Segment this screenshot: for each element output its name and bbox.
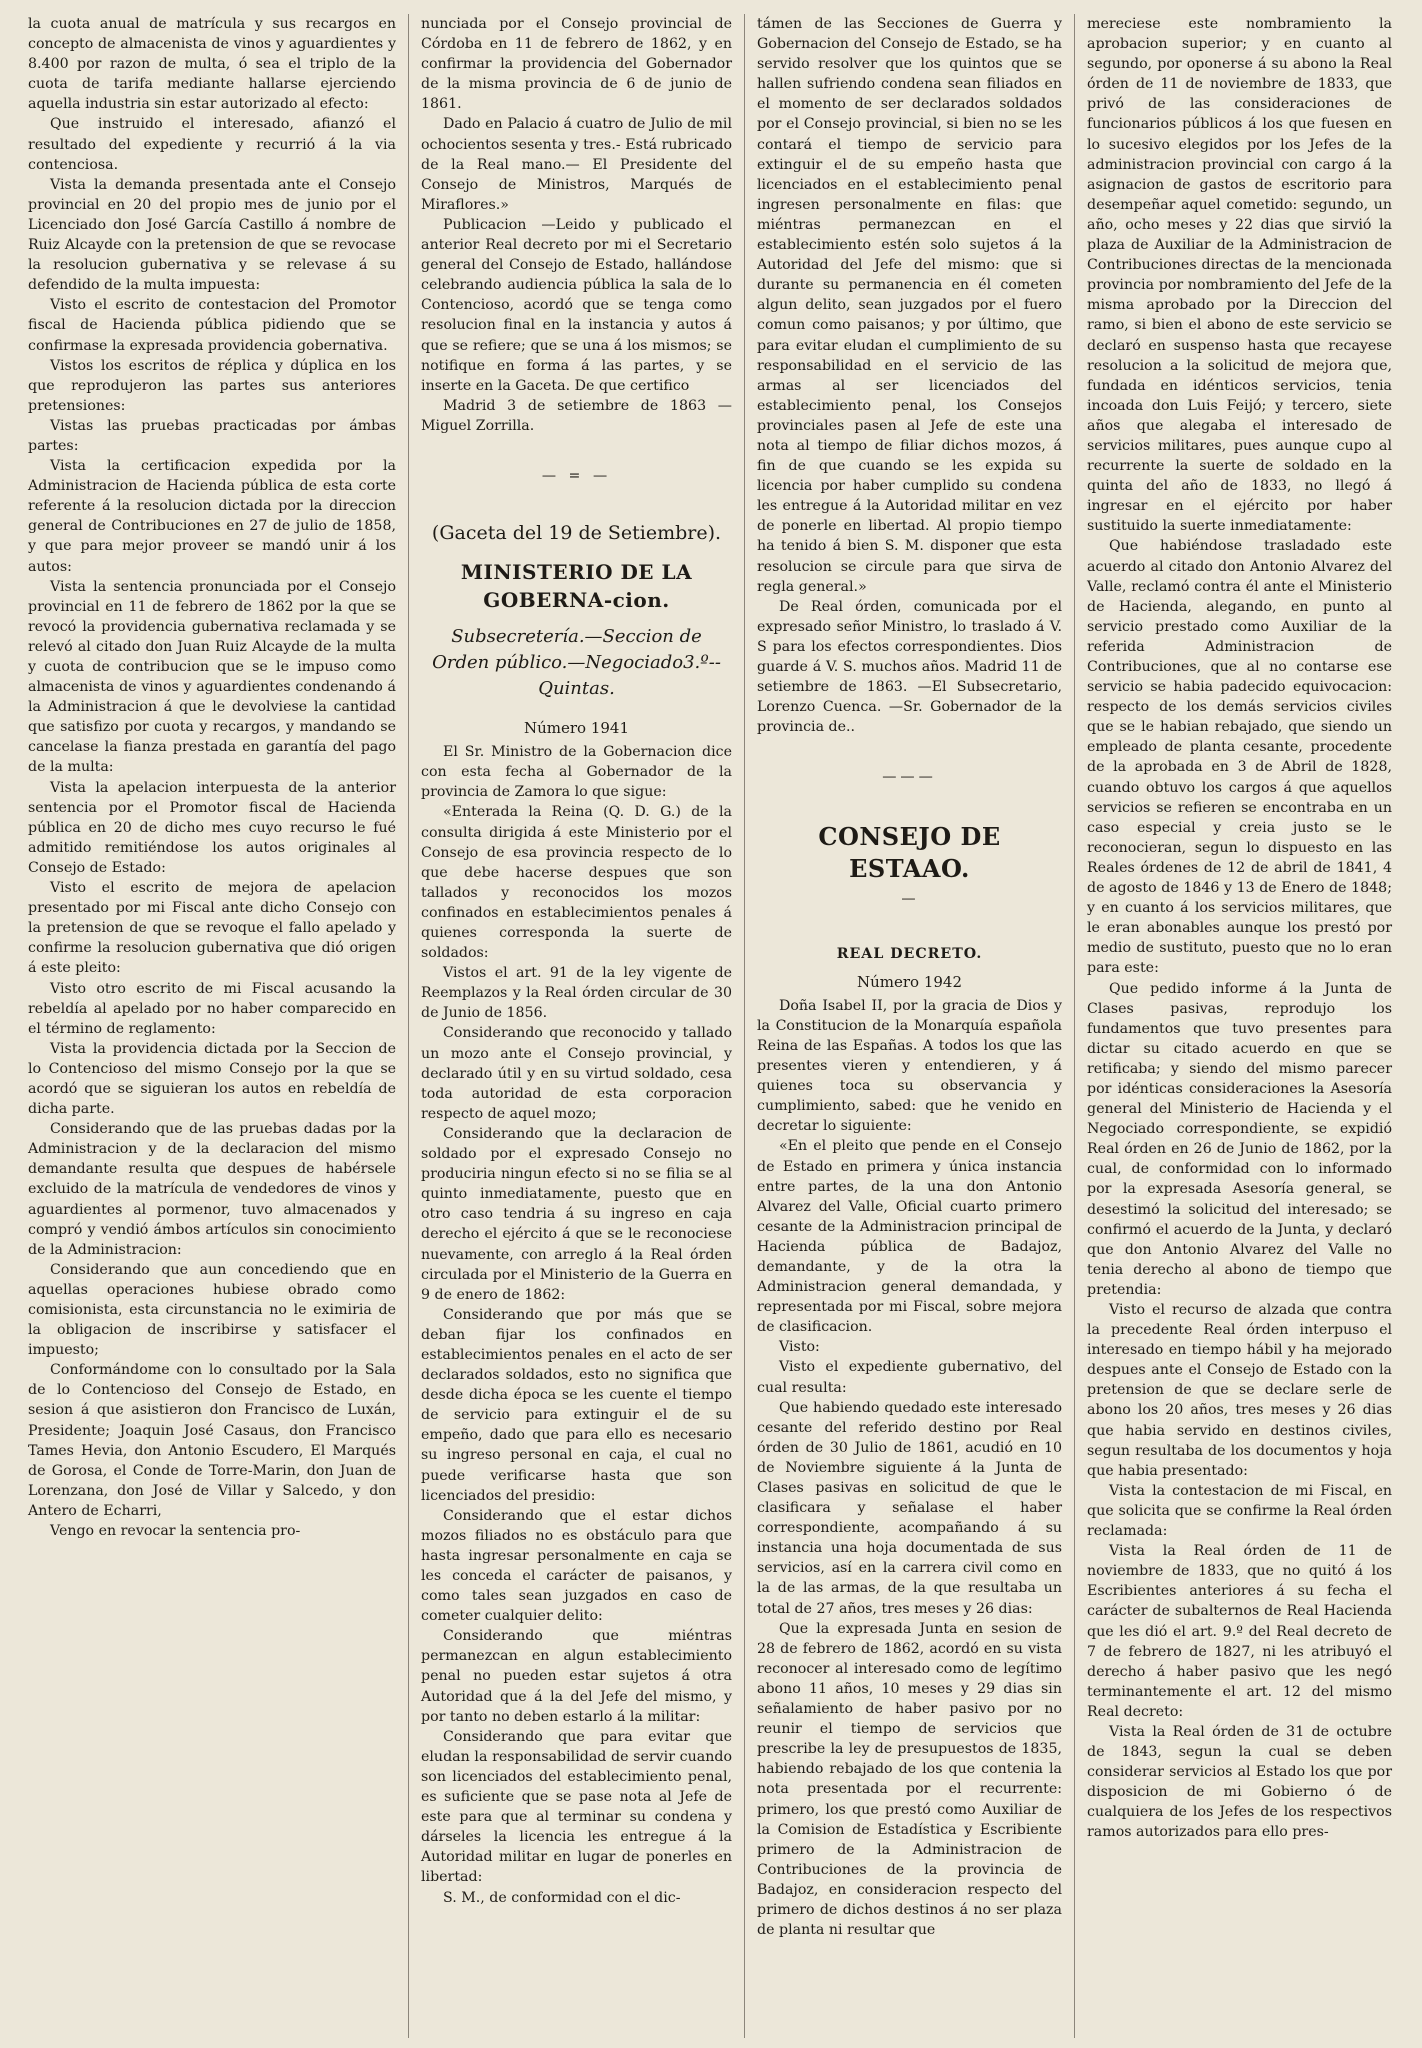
paragraph: Vistas las pruebas practicadas por ámbas partes: bbox=[28, 417, 396, 454]
column-4 bbox=[1074, 14, 1404, 2038]
paragraph: Visto el recurso de alzada que contra la precedente Real órden interpuso el interesado en tiempo hábil y ha mejorado despues ante el Consejo de Estado con la pretension de que se declare serle de abono los 20 años, tres meses y 26 dias que habia servido en destinos civiles, segun resultaba de los documentos y hoja que habia presentado: bbox=[1087, 1302, 1392, 1479]
paragraph: Visto el expediente gubernativo, del cual resulta: bbox=[757, 1359, 1062, 1396]
paragraph: Madrid 3 de setiembre de 1863 — Miguel Zorrilla. bbox=[421, 397, 732, 434]
paragraph: De Real órden, comunicada por el expresado señor Ministro, lo traslado á V. S para los efectos correspondientes. Dios guarde á V. S. muchos años. Madrid 11 de setiembre de 1863. —El Subsecretario, Lorenzo Cuenca. —Sr. Gobernador de la provincia de.. bbox=[757, 598, 1062, 736]
paragraph: Vista la apelacion interpuesta de la anterior sentencia por el Promotor fiscal de Hacienda pública en 20 de dicho mes cuyo recurso le fué admitido remitiéndose los autos originales al Consejo de Estado: bbox=[28, 779, 396, 876]
paragraph: «En el pleito que pende en el Consejo de Estado en primera y única instancia entre partes, de la una don Antonio Alvarez del Valle, Oficial cuarto primero cesante de la Administracion principal de Hacienda pública de Badajoz, demandante, y de la otra la Administracion general demandada, y representada por mi Fiscal, sobre mejora de clasificacion. bbox=[757, 1138, 1062, 1336]
paragraph: Que habiéndose trasladado este acuerdo al citado don Antonio Alvarez del Valle, reclamó contra él ante el Ministerio de Hacienda, alegando, en punto al servicio prestado como Auxiliar de la referida Administracion de Contribuciones, que al no contarse ese servicio se habia padecido equivocacion: respecto de los demás servicios civiles que se le habian rebajado, que siendo un empleado de planta cesante, procedente de la aprobada en 3 de Abril de 1828, cuando obtuvo los cargos á que aquellos servicios se refieren se encontraba en un caso especial y creia justo se le reconocieran, segun lo dispuesto en las Reales órdenes de 12 de abril de 1841, 4 de agosto de 1846 y 13 de Enero de 1848; y en cuanto á los servicios militares, que le eran abonables aunque los prestó por medio de sustituto, puesto que no lo eran para este: bbox=[1087, 538, 1392, 977]
paragraph: Que pedido informe á la Junta de Clases pasivas, reprodujo los fundamentos que tuvo presentes para dictar su citado acuerdo en que se retificaba; y siendo del mismo parecer por idénticas consideraciones la Asesoría general del Ministerio de Hacienda y el Negociado correspondiente, se expidió Real órden en 26 de Junio de 1862, por la cual, de conformidad con lo informado por la expresada Asesoría general, se desestimó la solicitud del interesado; se confirmó el acuerdo de la Junta, y declaró que don Antonio Alvarez del Valle no tenia derecho al abono de tiempo que pretendia: bbox=[1087, 980, 1392, 1298]
paragraph: Vista la Real órden de 11 de noviembre de 1833, que no quitó á los Escribientes anteriores á su fecha el carácter de subalternos de Real Hacienda que les dió el art. 9.º del Real decreto de 7 de febrero de 1827, ni les atribuyó el derecho á haber pasivo que les negó terminantemente el art. 12 del mismo Real decreto: bbox=[1087, 1543, 1392, 1720]
paragraph: Visto el escrito de contestacion del Promotor fiscal de Hacienda pública pidiendo que se confirmase la expresada providencia gobernativa. bbox=[28, 297, 396, 354]
paragraph: Que la expresada Junta en sesion de 28 de febrero de 1862, acordó en su vista reconocer al interesado como de legítimo abono 11 años, 10 meses y 29 dias sin señalamiento de haber pasivo por no reunir el tiempo de servicios que prescribe la ley de presupuestos de 1835, habiendo rebajado de los que contenia la nota presentada por el recurrente: primero, los que prestó como Auxiliar de la Comision de Estadística y Escribiente primero de la Administracion de Contribuciones de la provincia de Badajoz, en consideracion respecto del primero de dichos destinos á no ser plaza de planta ni resultar que bbox=[757, 1620, 1062, 1939]
paragraph: Considerando que aun concediendo que en aquellas operaciones hubiese obrado como comisionista, esta circunstancia no le eximiria de la obligacion de inscribirse y satisfacer el impuesto; bbox=[28, 1261, 396, 1359]
paragraph: Dado en Palacio á cuatro de Julio de mil ochocientos sesenta y tres.- Está rubricado de la Real mano.— El Presidente del Consejo de Ministros, Marqués de Miraflores.» bbox=[421, 116, 732, 213]
paragraph: S. M., de conformidad con el dic- bbox=[443, 1889, 681, 1906]
subsecretary-heading: Subsecretería.—Seccion de Orden público.—Negociado3.º--Quintas. bbox=[432, 626, 721, 700]
paragraph: Considerando que el estar dichos mozos filiados no es obstáculo para que hasta ingresar personalmente en caja se les conceda el carácter de paisanos, y como tales sean juzgados en caso de cometer cualquier delito: bbox=[421, 1507, 732, 1625]
paragraph: Considerando que por más que se deban fijar los confinados en establecimientos penales en el acto de ser declarados soldados, esto no significa que desde dicha época se les cuente el tiempo de servicio para extinguir el de su empeño, dado que para ello es necesario su ingreso personal en caja, el cual no puede verificarse hasta que son licenciados del presidio: bbox=[421, 1306, 732, 1504]
paragraph: Conformándome con lo consultado por la Sala de lo Contencioso del Consejo de Estado, en sesion á que asistieron don Francisco de Luxán, Presidente; Joaquin José Casaus, don Francisco Tames Hevia, don Antonio Escudero, El Marqués de Gorosa, el Conde de Torre-Marin, don Juan de Lorenzana, don José de Villar y Salcedo, y don Antero de Echarri, bbox=[28, 1362, 396, 1519]
paragraph: Que instruido el interesado, afianzó el resultado del expediente y recurrió á la via contenciosa. bbox=[28, 116, 396, 173]
column-2 bbox=[408, 14, 744, 2038]
paragraph: El Sr. Ministro de la Gobernacion dice con esta fecha al Gobernador de la provincia de Zamora lo que sigue: bbox=[421, 744, 732, 801]
column-1 bbox=[22, 14, 408, 2038]
paragraph: Doña Isabel II, por la gracia de Dios y la Constitucion de la Monarquía española Reina de las Españas. A todos los que las presentes vieren y entendieren, y á quienes toca su observancia y cumplimiento, sabed: que he venido en decretar lo siguiente: bbox=[757, 997, 1062, 1135]
paragraph: Que habiendo quedado este interesado cesante del referido destino por Real órden de 30 Julio de 1861, acudió en 10 de Noviembre siguiente á la Junta de Clases pasivas en solicitud de que le clasificara y señalase el haber correspondiente, acompañando á su instancia una hoja documentada de sus servicios, así en la carrera civil como en la de las armas, de la que resultaba un total de 27 años, tres meses y 26 dias: bbox=[757, 1399, 1062, 1617]
paragraph: Considerando que de las pruebas dadas por la Administracion y de la declaracion del mismo demandante resulta que despues de habérsele excluido de la matrícula de vendedores de vinos y aguardientes al pormenor, tuvo almacenados y compró y vendió ámbos artículos sin conocimiento de la Administracion: bbox=[28, 1121, 396, 1258]
council-heading: CONSEJO DE ESTAAO. bbox=[818, 822, 1001, 884]
paragraph: Considerando que la declaracion de soldado por el expresado Consejo no produciria ningun efecto si no se filia se al quinto inmediatamente, puesto que en otro caso tendria á su ingreso en caja derecho el ejército á que se le reconociese nuevamente, con arreglo á la Real órden circulada por el Ministerio de la Guerra en 9 de enero de 1862: bbox=[421, 1125, 732, 1303]
paragraph: Vista la sentencia pronunciada por el Consejo provincial en 11 de febrero de 1862 por la que se revocó la providencia gubernativa reclamada y se relevó al citado don Juan Ruiz Alcayde de la multa y cuota de contribucion que se le impuso como almacenista de vinos y aguardientes condenando á la Administracion á que le devolviese la cantidad que satisfizo por cuota y recargos, y mandando se cancelase la fianza prestada en garantía del pago de la multa: bbox=[28, 578, 396, 776]
paragraph: Vista la certificacion expedida por la Administracion de Hacienda pública de esta corte referente á la resolucion dictada por la direccion general de Contribuciones en 27 de julio de 1858, y que para mejor proveer se mandó unir á los autos: bbox=[28, 458, 396, 575]
heading-divider: — bbox=[901, 891, 918, 908]
column-3 bbox=[744, 14, 1074, 2038]
document-number: Número 1942 bbox=[856, 972, 963, 991]
document-number: Número 1941 bbox=[523, 719, 630, 738]
paragraph: Vistos los escritos de réplica y dúplica en los que reprodujeron las partes sus anteriores pretensiones: bbox=[28, 357, 396, 414]
paragraph: Visto: bbox=[779, 1339, 820, 1356]
paragraph: la cuota anual de matrícula y sus recargos en concepto de almacenista de vinos y aguardientes y 8.400 por razon de multa, ó sea el triplo de la cuota de tarifa mediante hallarse ejerciendo aquella industria sin estar autorizado al efecto: bbox=[28, 16, 396, 113]
paragraph: Visto otro escrito de mi Fiscal acusando la rebeldía al apelado por no haber comparecido en el término de reglamento: bbox=[28, 980, 396, 1037]
paragraph: Visto el escrito de mejora de apelacion presentado por mi Fiscal ante dicho Consejo con la pretension de que se revoque el fallo apelado y confirme la resolucion gubernativa que dió origen á este pleito: bbox=[28, 880, 396, 977]
paragraph: Vistos el art. 91 de la ley vigente de Reemplazos y la Real órden circular de 30 de Junio de 1856. bbox=[421, 965, 732, 1022]
section-divider: ——— bbox=[882, 769, 937, 786]
paragraph: Vista la providencia dictada por la Seccion de lo Contencioso del mismo Consejo por la que se acordó que se siguieran los autos en rebeldía de dicha parte. bbox=[28, 1040, 396, 1118]
paragraph: Publicacion —Leido y publicado el anterior Real decreto por mi el Secretario general del Consejo de Estado, hallándose celebrando audiencia pública la sala de lo Contencioso, acordó que se tenga como resolucion final en la instancia y autos á que se refiere; que se una á los mismos; se notifique en forma á las partes, y se inserte en la Gaceta. De que certifico bbox=[421, 216, 732, 394]
decree-heading: REAL DECRETO. bbox=[836, 945, 983, 962]
paragraph: nunciada por el Consejo provincial de Córdoba en 11 de febrero de 1862, y en confirmar la providencia del Gobernador de la misma provincia de 6 de junio de 1861. bbox=[421, 16, 732, 113]
paragraph: Considerando que para evitar que eludan la responsabilidad de servir cuando son licenciados del establecimiento penal, es suficiente que se pase nota al Jefe de este para que al terminar su condena y dárseles la licencia les entregue á la Autoridad militar en lugar de ponerles en libertad: bbox=[421, 1728, 732, 1886]
paragraph: mereciese este nombramiento la aprobacion superior; y en cuanto al segundo, por oponerse á su abono la Real órden de 11 de noviembre de 1833, que privó de las consideraciones de funcionarios públicos á los que fuesen en lo sucesivo elegidos por los Jefes de la administracion provincial con cargo á la asignacion de gastos de escritorio para desempeñar aquel cometido: segundo, un año, ocho meses y 22 dias que sirvió la plaza de Auxiliar de la Administracion de Contribuciones directas de la mencionada provincia por nombramiento del Jefe de la misma aprobado por la Direccion del ramo, si bien el abono de este servicio se declaró en suspenso hasta que recayese resolucion a la solicitud de mejora que, fundada en idénticos servicios, tenia incoada don Luis Feijó; y tercero, siete años que alegaba el interesado de servicios militares, pues aunque cupo al recurrente la suerte de soldado en la quinta del año de 1833, no llegó á ingresar en el ejército por haber sustituido la suerte inmediatamente: bbox=[1087, 16, 1392, 535]
paragraph: Vista la demanda presentada ante el Consejo provincial en 20 del propio mes de junio por el Licenciado don José García Castillo á nombre de Ruiz Alcayde con la pretension de que se revocase la resolucion gubernativa y se relevase á su defendido de la multa impuesta: bbox=[28, 176, 396, 294]
paragraph: támen de las Secciones de Guerra y Gobernacion del Consejo de Estado, se ha servido resolver que los quintos que se hallen sufriendo condena sean filiados en el momento de ser declarados soldados por el Consejo provincial, si bien no se les contará el tiempo de servicio para extinguir el de su empeño hasta que licenciados en el establecimiento penal ingresen personalmente en filas: que miéntras permanezcan en el establecimiento estén solo sujetos á la Autoridad del Jefe del mismo: que si durante su permanencia en él cometen algun delito, sean juzgados por el fuero comun como paisanos; y por último, que para evitar eludan el cumplimiento de su responsabilidad en el servicio de las armas al ser licenciados del establecimiento penal, los Consejos provinciales pasen al Jefe de este una nota al tiempo de filiar dichos mozos, á fin de que cuando se les expida su licencia por haber cumplido su condena les entregue á la Autoridad militar en vez de ponerle en libertad. Al propio tiempo ha tenido á bien S. M. disponer que esta resolucion se circule para que sirva de regla general.» bbox=[757, 16, 1062, 595]
paragraph: Vista la contestacion de mi Fiscal, en que solicita que se confirme la Real órden reclamada: bbox=[1087, 1482, 1392, 1540]
section-divider: — = — bbox=[541, 467, 612, 484]
paragraph: «Enterada la Reina (Q. D. G.) de la consulta dirigida á este Ministerio por el Consejo de esa provincia respecto de lo que debe hacerse despues que son tallados y reconocidos los mozos confinados en establecimientos penales á quienes corresponda la suerte de soldados: bbox=[421, 804, 732, 962]
paragraph: Considerando que miéntras permanezcan en algun establecimiento penal no pueden estar sujetos á otra Autoridad que á la del Jefe del mismo, y por tanto no deben estarlo á la militar: bbox=[421, 1628, 732, 1725]
paragraph: Vista la Real órden de 31 de octubre de 1843, segun la cual se deben considerar servicios al Estado los que por disposicion de mi Gobierno ó de cualquiera de los Jefes de los respectivos ramos autorizados para ello pres- bbox=[1087, 1723, 1392, 1841]
gazette-date-heading: (Gaceta del 19 de Setiembre). bbox=[431, 522, 722, 545]
paragraph: Vengo en revocar la sentencia pro- bbox=[50, 1523, 301, 1540]
ministry-heading: MINISTERIO DE LA GOBERNA-cion. bbox=[460, 560, 693, 613]
paragraph: Considerando que reconocido y tallado un mozo ante el Consejo provincial, y declarado útil y en su virtud soldado, cesa toda autoridad de esta corporacion respecto de aquel mozo; bbox=[421, 1025, 732, 1122]
